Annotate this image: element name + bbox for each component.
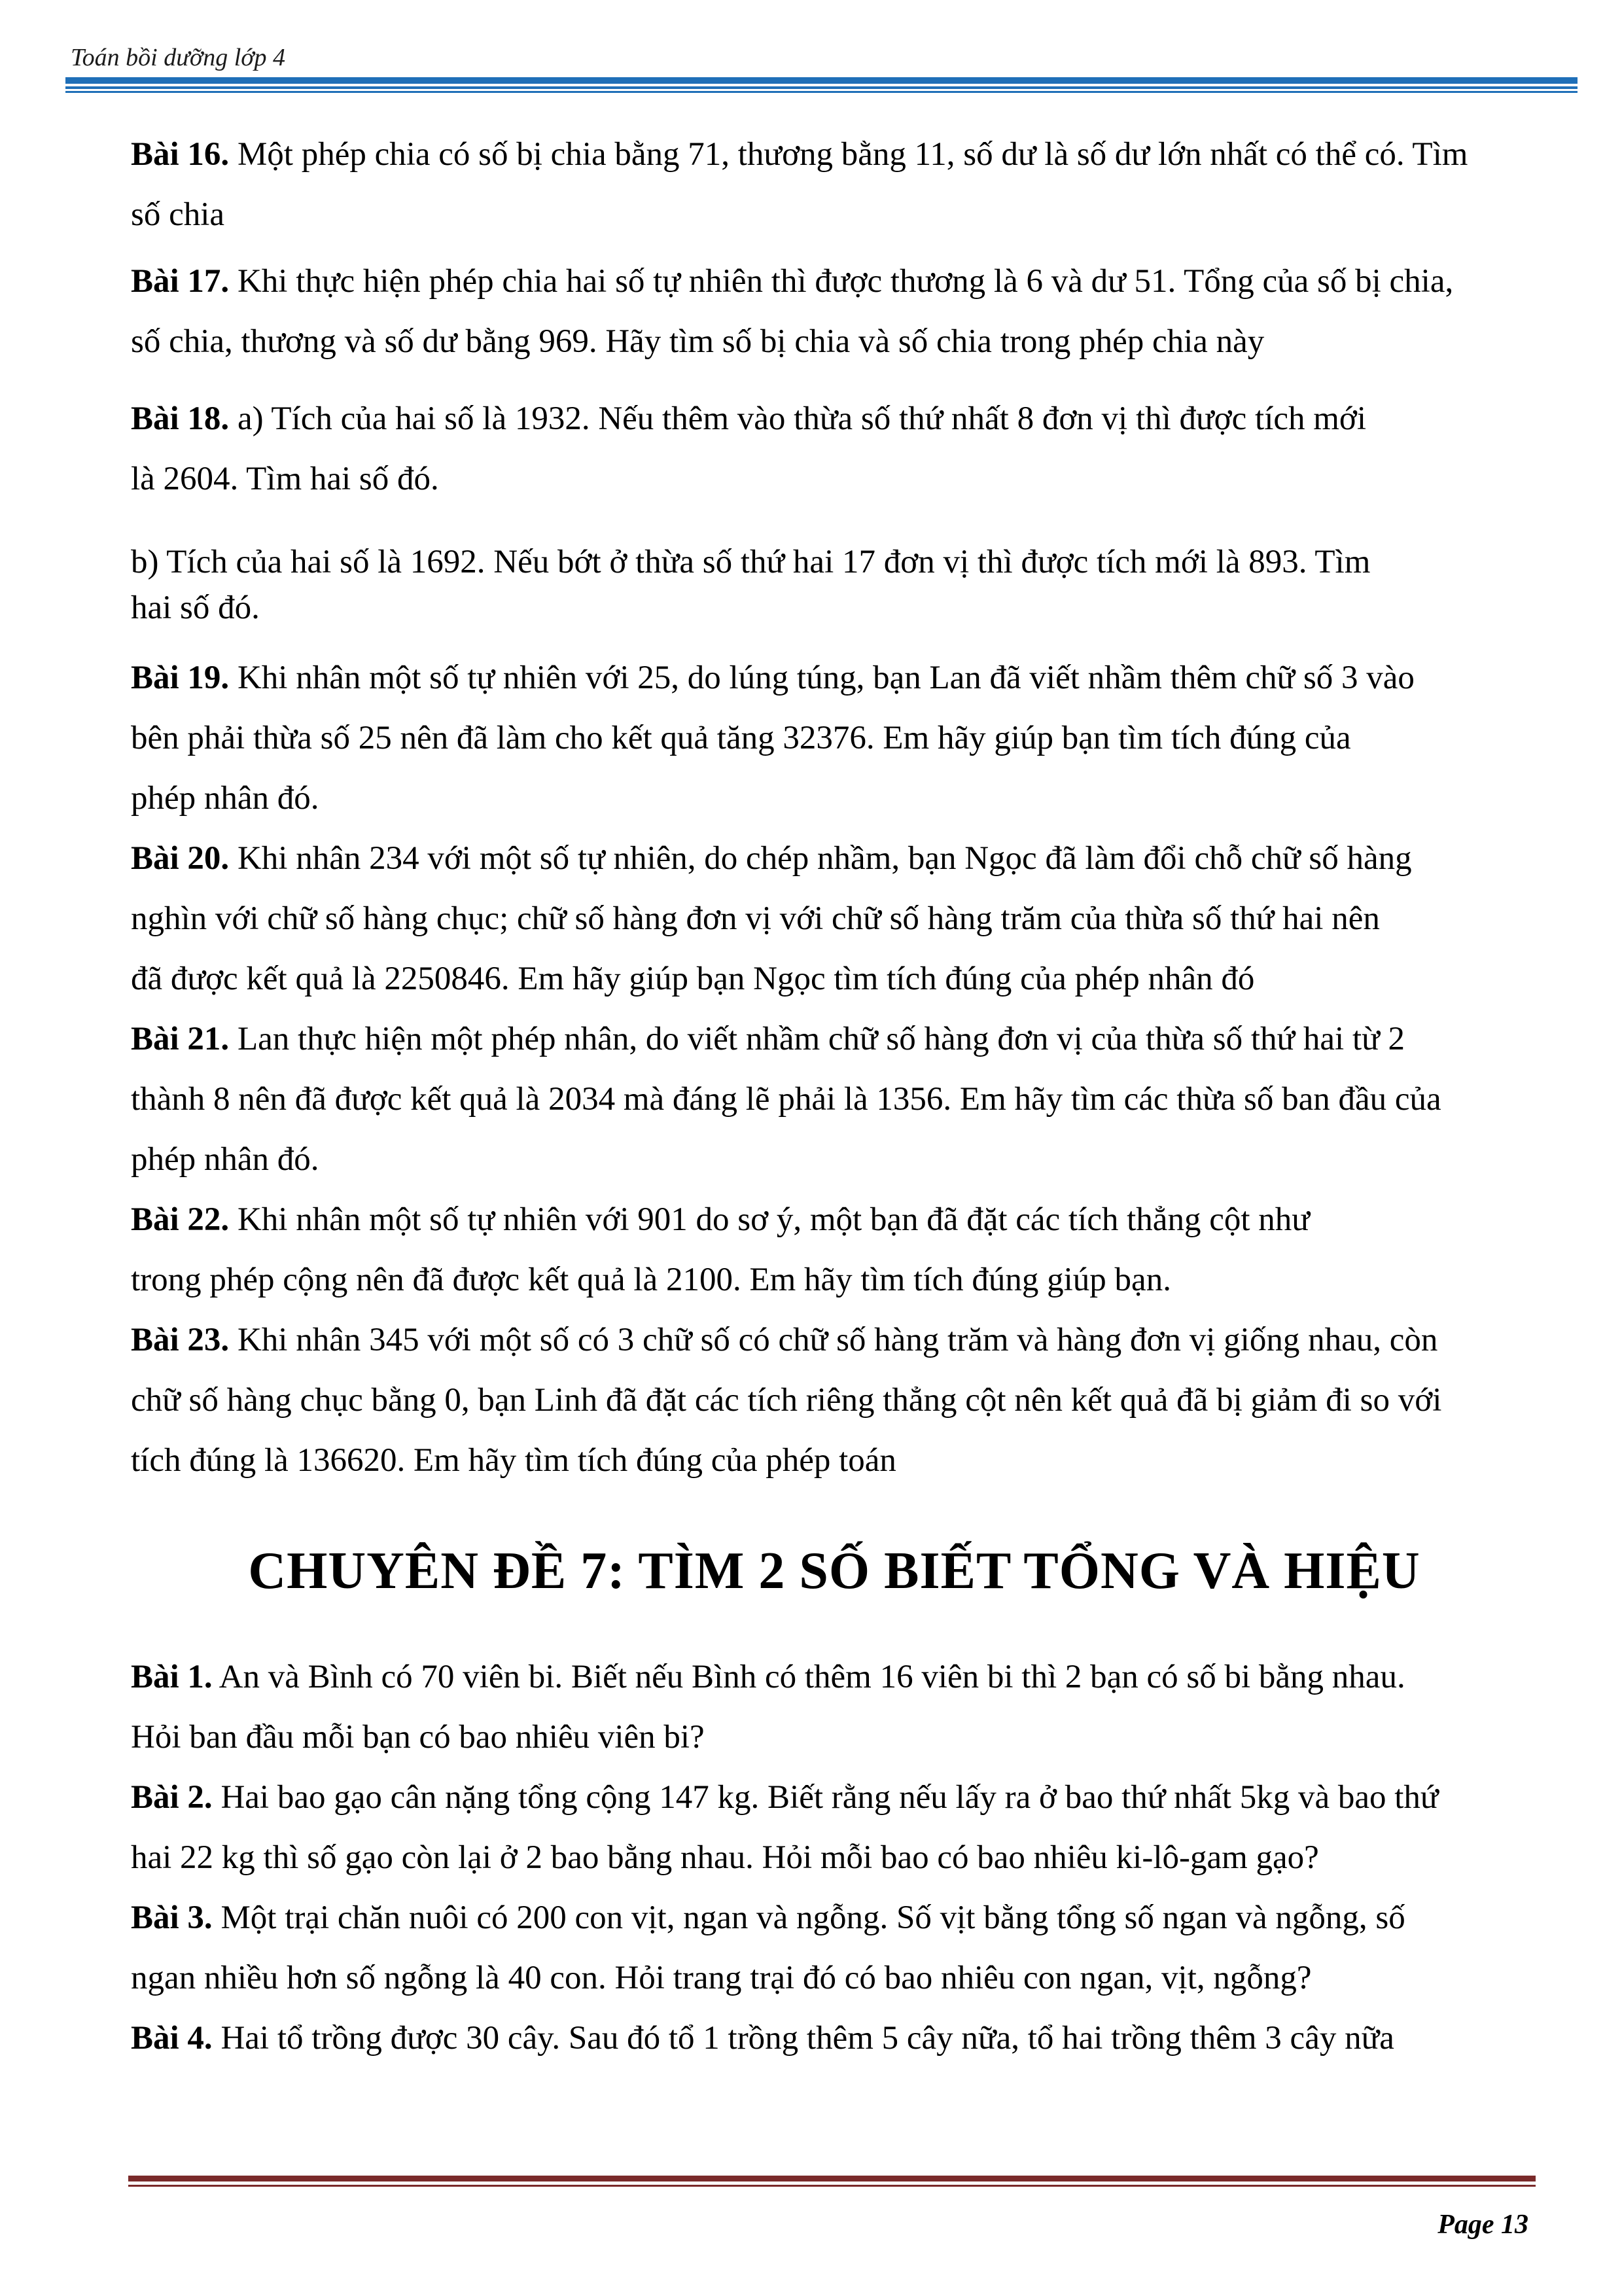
exercise-23-line-2: chữ số hàng chục bằng 0, bạn Linh đã đặt các tích riêng thẳng cột nên kết quả đã bị giảm đi so với	[131, 1382, 1442, 1419]
exercise-label: Bài 1.	[131, 1659, 213, 1695]
exercise-label: Bài 18.	[131, 400, 230, 437]
exercise-23-line-3: tích đúng là 136620. Em hãy tìm tích đúng của phép toán	[131, 1442, 896, 1479]
exercise-19-line-2: bên phải thừa số 25 nên đã làm cho kết quả tăng 32376. Em hãy giúp bạn tìm tích đúng của	[131, 720, 1351, 756]
topic-exercise-2-line-2: hai 22 kg thì số gạo còn lại ở 2 bao bằng nhau. Hỏi mỗi bao có bao nhiêu ki-lô-gam gạo?	[131, 1839, 1319, 1876]
exercise-label: Bài 23.	[131, 1322, 230, 1358]
page-number: Page 13	[1437, 2210, 1528, 2240]
header-title: Toán bồi dưỡng lớp 4	[71, 44, 286, 71]
header-rule	[65, 86, 1578, 89]
header-rule	[65, 77, 1578, 84]
exercise-17-line-2: số chia, thương và số dư bằng 969. Hãy tìm số bị chia và số chia trong phép chia này	[131, 323, 1265, 360]
exercise-22-line-1: Bài 22. Khi nhân một số tự nhiên với 901 do sơ ý, một bạn đã đặt các tích thẳng cột như	[131, 1201, 1310, 1238]
exercise-label: Bài 16.	[131, 136, 230, 173]
exercise-19-line-3: phép nhân đó.	[131, 780, 319, 817]
topic-exercise-3-line-2: ngan nhiều hơn số ngỗng là 40 con. Hỏi trang trại đó có bao nhiêu con ngan, vịt, ngỗng?	[131, 1960, 1312, 1996]
exercise-label: Bài 3.	[131, 1899, 213, 1936]
exercise-18b-line-1: b) Tích của hai số là 1692. Nếu bớt ở thừa số thứ hai 17 đơn vị thì được tích mới là 893. Tìm	[131, 544, 1371, 580]
footer-rule	[128, 2176, 1536, 2181]
exercise-21-line-1: Bài 21. Lan thực hiện một phép nhân, do viết nhầm chữ số hàng đơn vị của thừa số thứ hai từ 2	[131, 1021, 1405, 1057]
exercise-label: Bài 4.	[131, 2020, 213, 2057]
topic-exercise-1-line-2: Hỏi ban đầu mỗi bạn có bao nhiêu viên bi?	[131, 1719, 705, 1756]
exercise-20-line-1: Bài 20. Khi nhân 234 với một số tự nhiên, do chép nhầm, bạn Ngọc đã làm đổi chỗ chữ số hàng	[131, 840, 1412, 877]
topic-exercise-1-line-1: Bài 1. An và Bình có 70 viên bi. Biết nếu Bình có thêm 16 viên bi thì 2 bạn có số bi bằng nhau.	[131, 1659, 1405, 1695]
exercise-21-line-2: thành 8 nên đã được kết quả là 2034 mà đáng lẽ phải là 1356. Em hãy tìm các thừa số ban đầu của	[131, 1081, 1441, 1118]
exercise-label: Bài 17.	[131, 263, 230, 300]
exercise-16-line-1: Bài 16. Một phép chia có số bị chia bằng 71, thương bằng 11, số dư là số dư lớn nhất có thể có. Tìm	[131, 136, 1468, 173]
exercise-22-line-2: trong phép cộng nên đã được kết quả là 2100. Em hãy tìm tích đúng giúp bạn.	[131, 1262, 1171, 1298]
exercise-18-line-2: là 2604. Tìm hai số đó.	[131, 461, 439, 497]
exercise-18-line-1: Bài 18. a) Tích của hai số là 1932. Nếu thêm vào thừa số thứ nhất 8 đơn vị thì được tích mới	[131, 400, 1367, 437]
exercise-18b-line-2: hai số đó.	[131, 590, 260, 626]
exercise-17-line-1: Bài 17. Khi thực hiện phép chia hai số tự nhiên thì được thương là 6 và dư 51. Tổng của số bị chia,	[131, 263, 1454, 300]
exercise-label: Bài 22.	[131, 1201, 230, 1238]
exercise-label: Bài 20.	[131, 840, 230, 877]
footer-rule	[128, 2185, 1536, 2187]
exercise-label: Bài 19.	[131, 660, 230, 696]
topic-exercise-3-line-1: Bài 3. Một trại chăn nuôi có 200 con vịt, ngan và ngỗng. Số vịt bằng tổng số ngan và ngỗng, số	[131, 1899, 1405, 1936]
section-title: CHUYÊN ĐỀ 7: TÌM 2 SỐ BIẾT TỔNG VÀ HIỆU	[248, 1542, 1420, 1600]
header-rule	[65, 91, 1578, 93]
exercise-23-line-1: Bài 23. Khi nhân 345 với một số có 3 chữ số có chữ số hàng trăm và hàng đơn vị giống nhau, còn	[131, 1322, 1438, 1358]
exercise-label: Bài 21.	[131, 1021, 230, 1057]
exercise-20-line-2: nghìn với chữ số hàng chục; chữ số hàng đơn vị với chữ số hàng trăm của thừa số thứ hai nên	[131, 900, 1380, 937]
exercise-16-line-2: số chia	[131, 196, 225, 233]
topic-exercise-2-line-1: Bài 2. Hai bao gạo cân nặng tổng cộng 147 kg. Biết rằng nếu lấy ra ở bao thứ nhất 5kg và bao thứ	[131, 1779, 1439, 1816]
page-content	[131, 124, 1570, 2068]
topic-exercise-4-line-1: Bài 4. Hai tổ trồng được 30 cây. Sau đó tổ 1 trồng thêm 5 cây nữa, tổ hai trồng thêm 3 cây nữa	[131, 2020, 1394, 2057]
exercise-21-line-3: phép nhân đó.	[131, 1141, 319, 1178]
exercise-19-line-1: Bài 19. Khi nhân một số tự nhiên với 25, do lúng túng, bạn Lan đã viết nhầm thêm chữ số 3 vào	[131, 660, 1415, 696]
exercise-label: Bài 2.	[131, 1779, 213, 1816]
exercise-20-line-3: đã được kết quả là 2250846. Em hãy giúp bạn Ngọc tìm tích đúng của phép nhân đó	[131, 961, 1255, 997]
